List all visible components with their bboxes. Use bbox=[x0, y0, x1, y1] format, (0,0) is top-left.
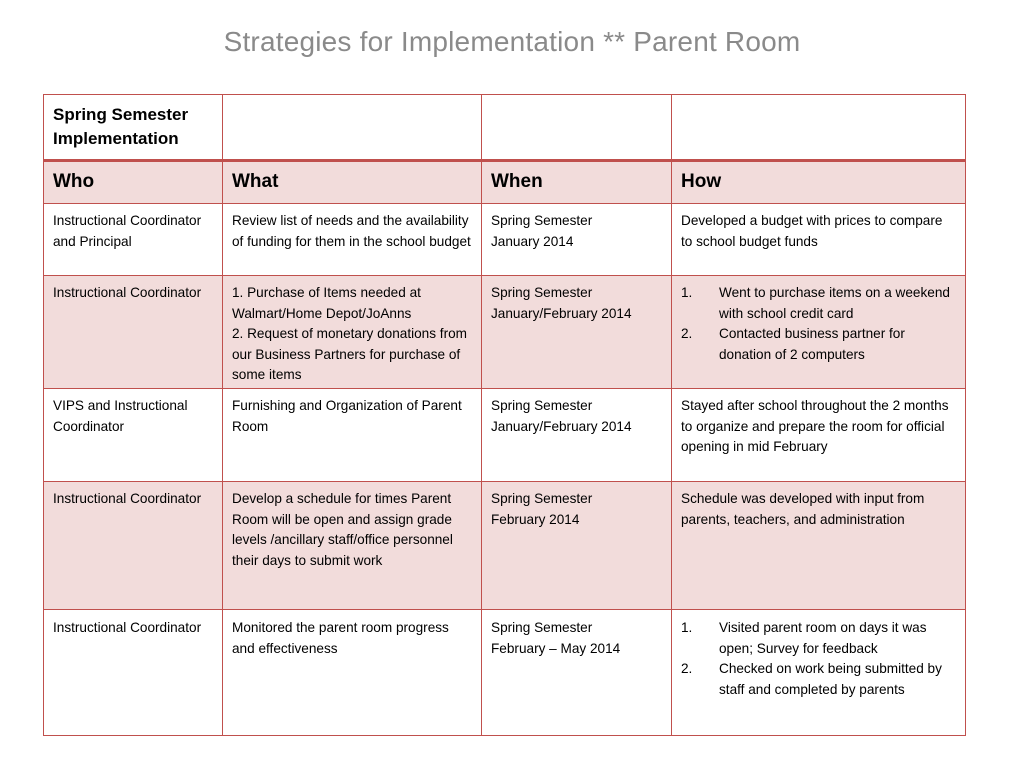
how-cell: Schedule was developed with input from parents, teachers, and administration bbox=[672, 482, 966, 610]
what-cell bbox=[223, 276, 482, 389]
how-list bbox=[681, 283, 956, 365]
when-cell bbox=[482, 610, 672, 736]
who-cell: VIPS and Instructional Coordinator bbox=[44, 389, 223, 482]
header-when: When bbox=[482, 161, 672, 204]
list-item: 2. Checked on work being submitted by staff and completed by parents bbox=[681, 661, 942, 697]
when-line: January/February 2014 bbox=[491, 305, 632, 321]
when-line: Spring Semester bbox=[491, 285, 593, 300]
who-cell: Instructional Coordinator bbox=[44, 482, 223, 610]
what-cell bbox=[223, 204, 482, 276]
who-cell: Instructional Coordinator bbox=[44, 610, 223, 736]
when-line: February 2014 bbox=[491, 511, 580, 527]
when-cell bbox=[482, 389, 672, 482]
empty-cell bbox=[672, 95, 966, 161]
table-row bbox=[44, 204, 966, 276]
header-how: How bbox=[672, 161, 966, 204]
how-cell bbox=[672, 610, 966, 736]
when-line: Spring Semester bbox=[491, 398, 593, 413]
implementation-table bbox=[43, 94, 966, 736]
when-cell bbox=[482, 482, 672, 610]
when-cell bbox=[482, 276, 672, 389]
how-cell bbox=[672, 276, 966, 389]
what-line: Develop a schedule for times Parent Room will be open and assign grade levels /ancillary staff/office personnel their days to submit work bbox=[232, 491, 453, 568]
list-item: 1. Went to purchase items on a weekend with school credit card bbox=[681, 285, 950, 321]
table-header-row bbox=[44, 161, 966, 204]
empty-cell bbox=[223, 95, 482, 161]
when-line: Spring Semester bbox=[491, 213, 593, 228]
what-line: Furnishing and Organization of Parent Room bbox=[232, 398, 462, 434]
table-top-row bbox=[44, 95, 966, 161]
when-cell bbox=[482, 204, 672, 276]
when-line: Spring Semester bbox=[491, 491, 593, 506]
table-row bbox=[44, 482, 966, 610]
what-cell bbox=[223, 610, 482, 736]
table-row bbox=[44, 610, 966, 736]
header-what: What bbox=[223, 161, 482, 204]
what-line: Review list of needs and the availability of funding for them in the school budget bbox=[232, 213, 471, 249]
what-line: Monitored the parent room progress and effectiveness bbox=[232, 620, 449, 656]
page-title: Strategies for Implementation ** Parent Room bbox=[223, 26, 801, 57]
header-who: Who bbox=[44, 161, 223, 204]
when-line: January/February 2014 bbox=[491, 418, 632, 434]
how-cell: Stayed after school throughout the 2 months to organize and prepare the room for official opening in mid February bbox=[672, 389, 966, 482]
when-line: January 2014 bbox=[491, 233, 574, 249]
when-line: February – May 2014 bbox=[491, 640, 621, 656]
semester-label: Spring Semester Implementation bbox=[44, 95, 223, 161]
what-line: 2. Request of monetary donations from our Business Partners for purchase of some items bbox=[232, 326, 467, 382]
when-line: Spring Semester bbox=[491, 620, 593, 635]
list-item: 2. Contacted business partner for donation of 2 computers bbox=[681, 326, 905, 362]
list-item: 1. Visited parent room on days it was open; Survey for feedback bbox=[681, 620, 927, 656]
how-cell: Developed a budget with prices to compare to school budget funds bbox=[672, 204, 966, 276]
what-line: 1. Purchase of Items needed at Walmart/Home Depot/JoAnns bbox=[232, 285, 421, 321]
table-row bbox=[44, 389, 966, 482]
how-list bbox=[681, 618, 956, 700]
table-row bbox=[44, 276, 966, 389]
who-cell: Instructional Coordinator bbox=[44, 276, 223, 389]
what-cell bbox=[223, 389, 482, 482]
empty-cell bbox=[482, 95, 672, 161]
who-cell: Instructional Coordinator and Principal bbox=[44, 204, 223, 276]
what-cell bbox=[223, 482, 482, 610]
